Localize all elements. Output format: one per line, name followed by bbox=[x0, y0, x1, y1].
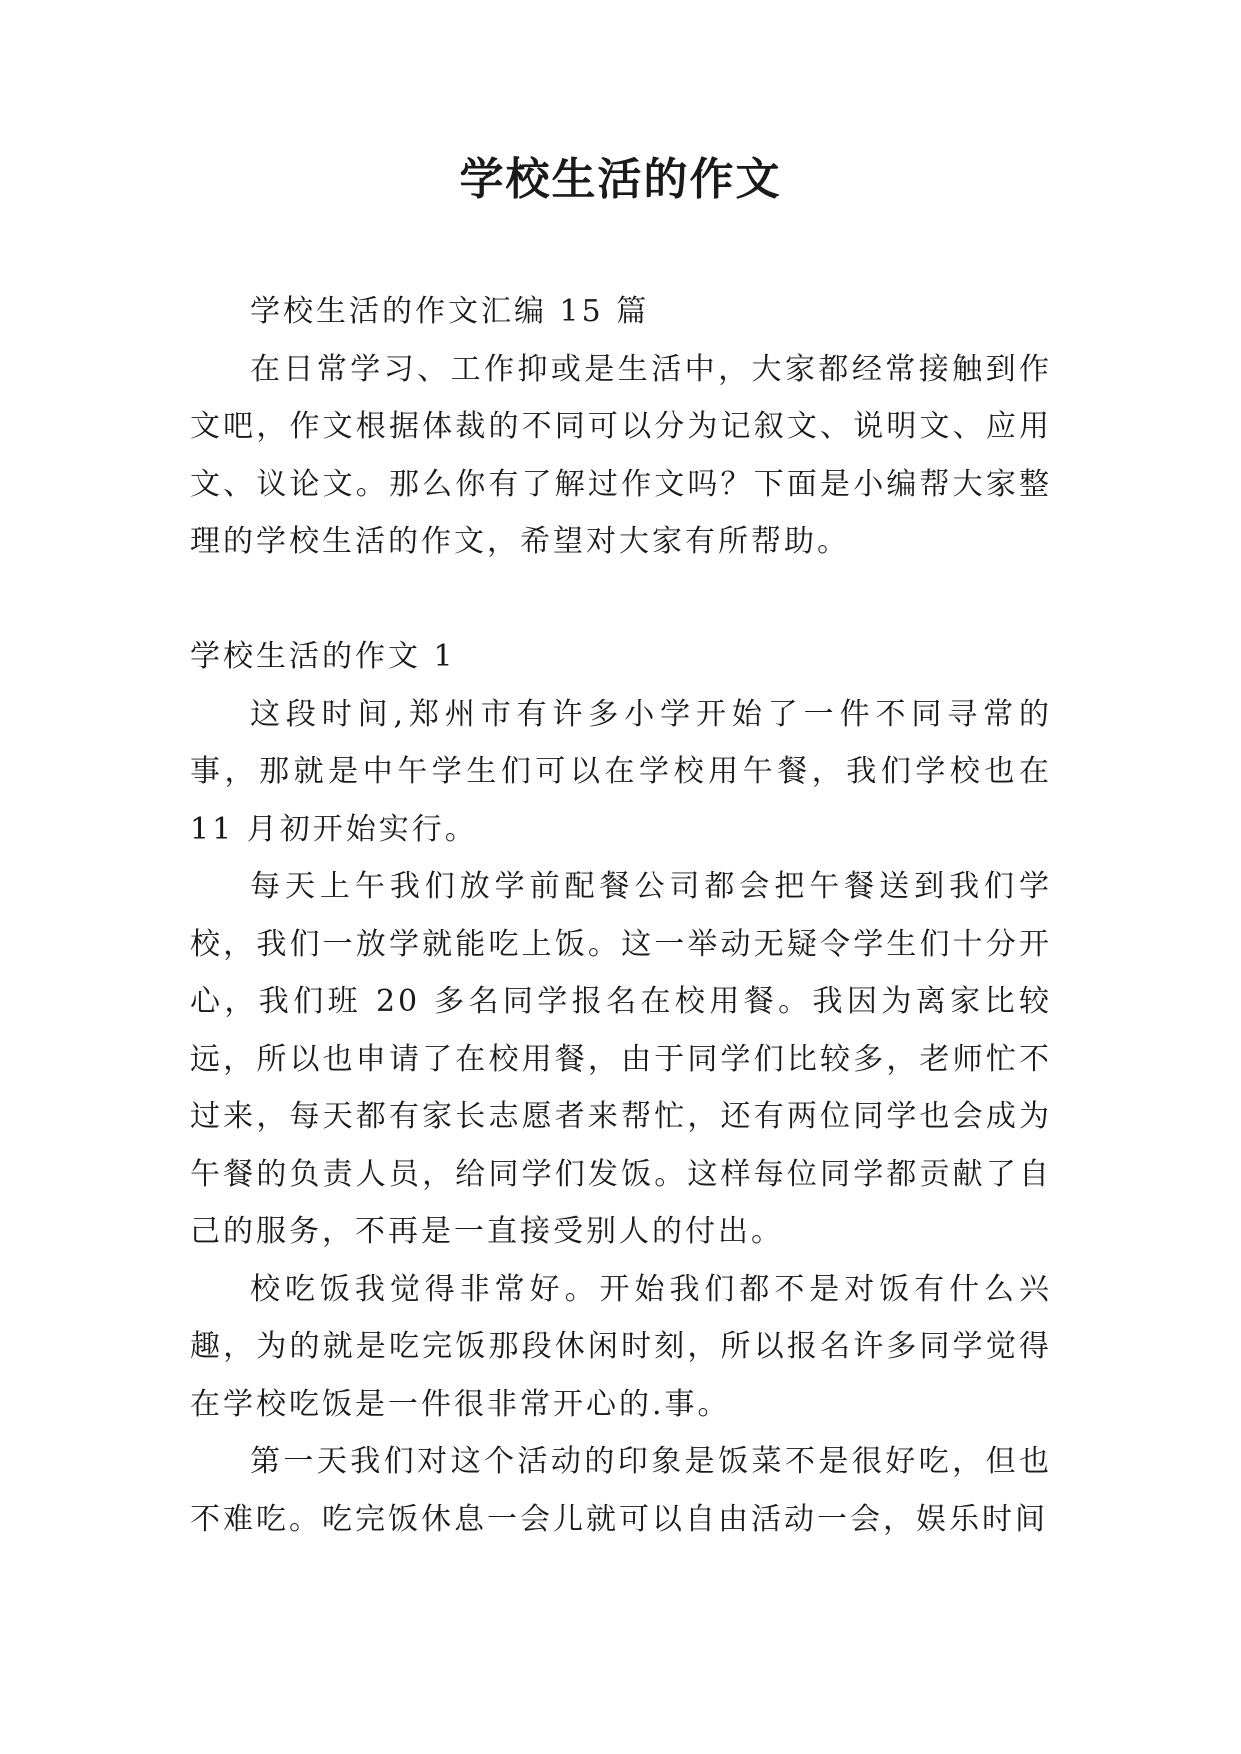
document-title: 学校生活的作文 bbox=[459, 154, 782, 205]
body-paragraph: 这段时间,郑州市有许多小学开始了一件不同寻常的事，那就是中午学生们可以在学校用午餐，我们学校也在 11 月初开始实行。 bbox=[190, 696, 1052, 847]
body-paragraph: 第一天我们对这个活动的印象是饭菜不是很好吃，但也不难吃。吃完饭休息一会儿就可以自由活动一会，娱乐时间 bbox=[190, 1444, 1052, 1537]
document-body bbox=[190, 283, 1052, 1548]
intro-paragraph: 在日常学习、工作抑或是生活中，大家都经常接触到作文吧，作文根据体裁的不同可以分为记叙文、说明文、应用文、议论文。那么你有了解过作文吗？下面是小编帮大家整理的学校生活的作文，希望对大家有所帮助。 bbox=[190, 351, 1052, 559]
section-spacer bbox=[190, 571, 1052, 629]
subtitle: 学校生活的作文汇编 15 篇 bbox=[250, 294, 650, 329]
section-heading: 学校生活的作文 1 bbox=[190, 639, 456, 674]
body-paragraph: 每天上午我们放学前配餐公司都会把午餐送到我们学校，我们一放学就能吃上饭。这一举动无疑令学生们十分开心，我们班 20 多名同学报名在校用餐。我因为离家比较远，所以也申请了在校用餐，由于同学们比较多，老师忙不过来，每天都有家长志愿者来帮忙，还有两位同学也会成为午餐的负责人员，给同学们发饭。这样每位同学都贡献了自己的服务，不再是一直接受别人的付出。 bbox=[190, 869, 1052, 1249]
body-paragraph: 校吃饭我觉得非常好。开始我们都不是对饭有什么兴趣，为的就是吃完饭那段休闲时刻，所以报名许多同学觉得在学校吃饭是一件很非常开心的.事。 bbox=[190, 1271, 1052, 1422]
